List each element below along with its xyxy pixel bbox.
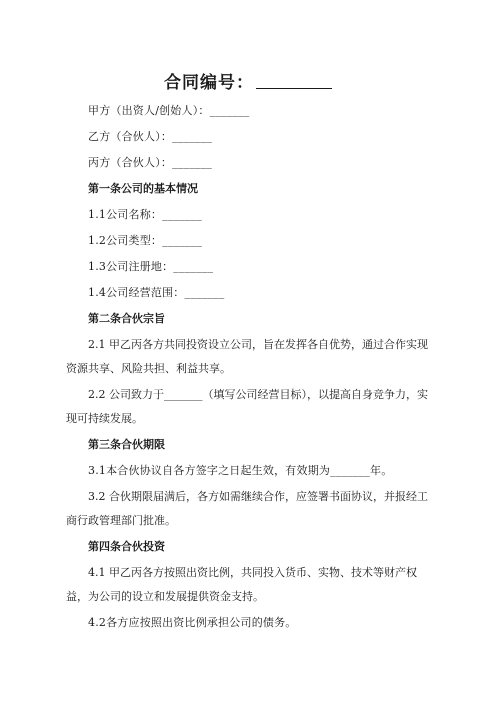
contract-number-title <box>0 68 496 93</box>
party-c-line: 丙方（合伙人）：_______ <box>88 156 212 169</box>
party-a-line: 甲方（出资人/创始人）：_______ <box>88 104 250 117</box>
clause-1-3: 1.3公司注册地：_______ <box>88 260 214 273</box>
clause-2-2: 2.2 公司致力于_______（填写公司经营目标），以提高自身竞争力，实现可持续发展。 <box>66 388 428 425</box>
clause-1-1: 1.1公司名称：_______ <box>88 208 202 221</box>
party-b-line: 乙方（合伙人）：_______ <box>88 130 212 143</box>
section-heading-4: 第四条合伙投资 <box>88 540 165 553</box>
section-heading-2: 第二条合伙宗旨 <box>88 312 165 325</box>
section-heading-3: 第三条合伙期限 <box>88 438 165 451</box>
clause-4-1: 4.1 甲乙丙各方按照出资比例，共同投入货币、实物、技术等财产权益，为公司的设立和发展提供资金支持。 <box>66 566 417 603</box>
clause-1-4: 1.4公司经营范围：_______ <box>88 286 225 299</box>
clause-4-2: 4.2各方应按照出资比例承担公司的债务。 <box>88 616 297 629</box>
section-heading-1: 第一条公司的基本情况 <box>88 182 198 195</box>
title-text: 合同编号： <box>164 73 254 93</box>
document-body <box>66 103 430 641</box>
contract-number-blank <box>256 74 332 89</box>
clause-2-1: 2.1 甲乙丙各方共同投资设立公司，旨在发挥各自优势，通过合作实现资源共享、风险共担、利益共享。 <box>66 338 428 375</box>
clause-3-1: 3.1本合伙协议自各方签字之日起生效，有效期为_______年。 <box>88 464 393 477</box>
clause-1-2: 1.2公司类型：_______ <box>88 234 202 247</box>
clause-3-2: 3.2 合伙期限届满后，各方如需继续合作，应签署书面协议，并报经工商行政管理部门批准。 <box>66 490 428 527</box>
